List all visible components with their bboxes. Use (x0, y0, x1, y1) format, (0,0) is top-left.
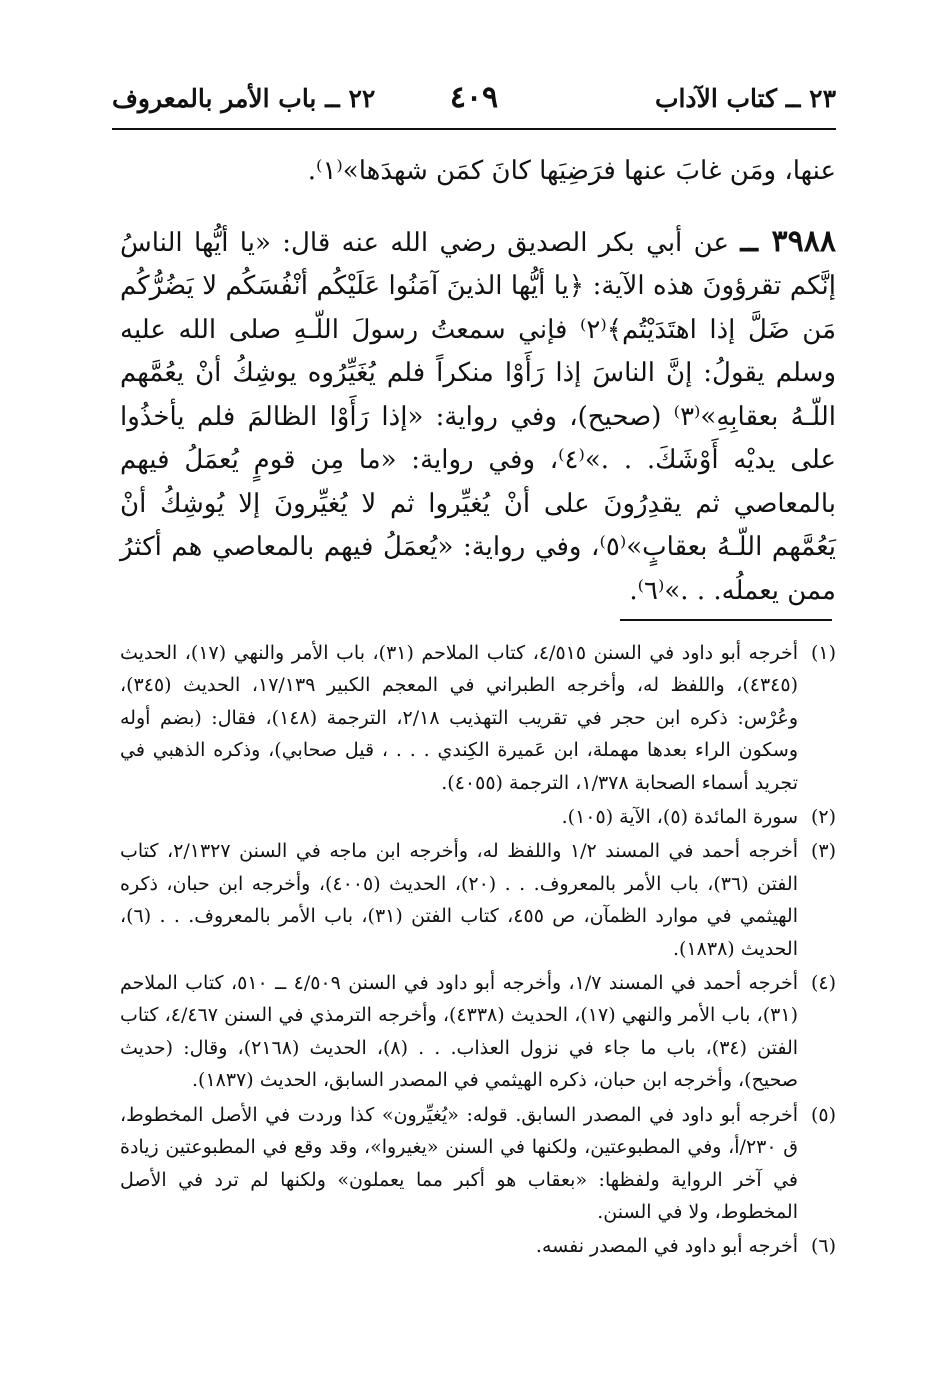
footnote-text: أخرجه أبو داود في المصدر نفسه. (535, 1235, 798, 1258)
footnote-rule (620, 619, 832, 621)
footnote-mark: (٦) (810, 1235, 836, 1258)
chapter-title: ٢٣ ــ كتاب الآداب (654, 84, 836, 113)
running-header (112, 80, 836, 126)
footnote-text: أخرجه أبو داود في السنن ٤/٥١٥، كتاب الملاحم (٣١)، باب الأمر والنهي (١٧)، الحديث (٤٣٤٥)، واللفظ له، وأخرجه الطبراني في المعجم الكبير ١٧/١٣٩، الحديث (٣٤٥)، وعُرْس: ذكره ابن حجر في تقريب التهذيب ٢/١٨، الترجمة (١٤٨)، فقال: (بضم أوله وسكون الراء بعدها مهملة، ابن عَميرة الكِندي . . . ، قيل صحابي)، وذكره الذهبي في تجريد أسماء الصحابة ١/٣٧٨، الترجمة (٤٠٥٥). (120, 642, 799, 794)
footnote-text: أخرجه أبو داود في المصدر السابق. قوله: «يُغيِّرون» كذا وردت في الأصل المخطوط، ق ٢٣٠/أ، وفي المطبوعتين، ولكنها في السنن «يغيروا»، وقد وقع في المطبوعتين زيادة في آخر الرواية ولفظها: «بعقاب هو أكبر مما يعملون» ولكنها لم ترد في الأصل المخطوط، ولا في السنن. (120, 1103, 798, 1223)
footnote-item (120, 1230, 836, 1262)
footnote-item (120, 801, 836, 833)
footnote-mark: (٤) (810, 972, 836, 995)
footnote-text: سورة المائدة (٥)، الآية (١٠٥). (561, 806, 798, 829)
footnote-mark: (٥) (810, 1103, 836, 1126)
page-number: ٤٠٩ (449, 80, 499, 115)
hadith-text: عن أبي بكر الصديق رضي الله عنه قال: «يا أيُّها الناسُ إنَّكم تقرؤونَ هذه الآية: ﴿يا أيُّها الذينَ آمَنُوا عَلَيْكُم أنْفُسَكُم لا يَضُرُّكُم مَن ضَلَّ إذا اهتَدَيْتُم﴾⁽٢⁾ فإني سمعتُ رسولَ اللّـهِ صلى الله عليه وسلم يقولُ: إنَّ الناسَ إذا رَأَوْا منكراً فلم يُغَيِّرُوه يوشِكُ أنْ يعُمَّهم اللّـهُ بعقابِهِ»⁽٣⁾ (صحيح)، وفي رواية: «إذا رَأَوْا الظالمَ فلم يأخذُوا على يديْه أَوْشَكَ. . .»⁽٤⁾، وفي رواية: «ما مِن قومٍ يُعمَلُ فيهم بالمعاصي ثم يقدِرُونَ على أنْ يُغيِّروا ثم لا يُغيِّرونَ إلا يُوشِكُ أنْ يَعُمَّهم اللّـهُ بعقابٍ»⁽٥⁾، وفي رواية: «يُعمَلُ فيهم بالمعاصي هم أكثرُ ممن يعملُه. . .»⁽٦⁾. (120, 227, 837, 606)
footnote-mark: (١) (810, 642, 836, 664)
continuation-paragraph: عنها، ومَن غابَ عنها فرَضِيَها كانَ كمَن شهدَها»⁽١⁾. (307, 156, 836, 186)
footnotes (120, 637, 836, 1265)
footnote-item (120, 835, 836, 965)
footnote-mark: (٢) (810, 806, 836, 829)
footnote-item (120, 637, 836, 799)
footnote-text: أخرجه أحمد في المسند ١/٢ واللفظ له، وأخرجه ابن ماجه في السنن ٢/١٣٢٧، كتاب الفتن (٣٦)، باب الأمر بالمعروف. . . (٢٠)، الحديث (٤٠٠٥)، وأخرجه ابن حبان، ذكره الهيثمي في موارد الظمآن، ص ٤٥٥، كتاب الفتن (٣١)، باب الأمر بالمعروف. . . (٦)، الحديث (١٨٣٨). (120, 840, 799, 960)
footnote-text: أخرجه أحمد في المسند ١/٧، وأخرجه أبو داود في السنن ٤/٥٠٩ ــ ٥١٠، كتاب الملاحم (٣١)، باب الأمر والنهي (١٧)، الحديث (٤٣٣٨)، وأخرجه الترمذي في السنن ٤/٤٦٧، كتاب الفتن (٣٤)، باب ما جاء في نزول العذاب. . . (٨)، الحديث (٢١٦٨)، وقال: (حديث صحيح)، وأخرجه ابن حبان، ذكره الهيثمي في المصدر السابق، الحديث (١٨٣٧). (120, 972, 799, 1092)
footnote-item (120, 1099, 836, 1229)
main-text (120, 150, 836, 613)
hadith-number: ٣٩٨٨ ــ (740, 223, 836, 259)
section-title: ٢٢ ــ باب الأمر بالمعروف (112, 84, 376, 113)
footnote-mark: (٣) (810, 840, 836, 863)
hadith-paragraph (120, 220, 836, 614)
footnote-item (120, 967, 836, 1097)
header-rule (112, 128, 836, 130)
